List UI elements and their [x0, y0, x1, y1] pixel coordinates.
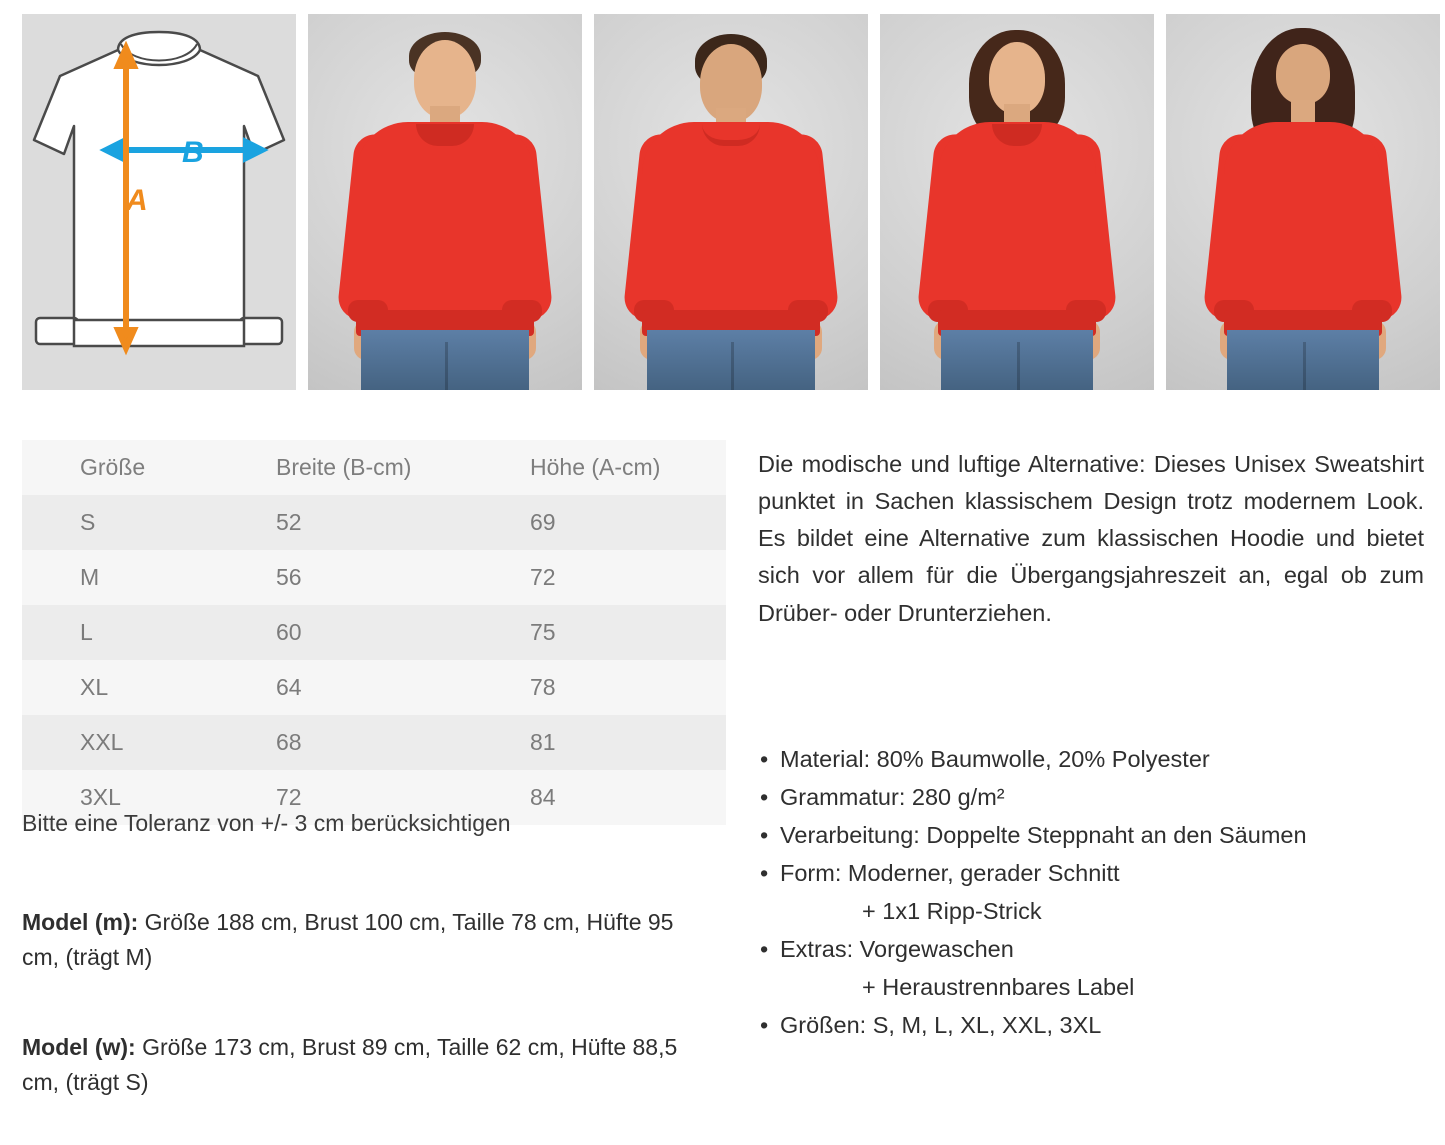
- product-feature-list: [758, 740, 1438, 1045]
- column-header-size: Größe: [80, 454, 146, 480]
- cell-width: 56: [276, 564, 302, 590]
- column-header-width: Breite (B-cm): [276, 454, 412, 480]
- model-male-measurements: [22, 905, 712, 974]
- cell-size: M: [80, 564, 100, 590]
- sweatshirt-diagram: [22, 14, 296, 390]
- model-male-front: [308, 14, 582, 390]
- model-female-values: Größe 173 cm, Brust 89 cm, Taille 62 cm, Hüfte 88,5 cm, (trägt S): [22, 1034, 678, 1095]
- measurement-diagram-icon: [22, 14, 296, 390]
- list-item: • Verarbeitung: Doppelte Steppnaht an den Säumen: [758, 816, 1438, 854]
- list-item: • Größen: S, M, L, XL, XXL, 3XL: [758, 1006, 1438, 1044]
- model-male-back: [594, 14, 868, 390]
- model-female-front: [880, 14, 1154, 390]
- cell-height: 81: [530, 729, 556, 755]
- table-row: [22, 715, 726, 770]
- column-header-height: Höhe (A-cm): [530, 454, 661, 480]
- list-item: • Grammatur: 280 g/m²: [758, 778, 1438, 816]
- list-item: • Extras: Vorgewaschen: [758, 930, 1438, 968]
- cell-size: L: [80, 619, 93, 645]
- diagram-label-b: B: [182, 136, 204, 169]
- model-male-label: Model (m):: [22, 909, 139, 935]
- tolerance-note: Bitte eine Toleranz von +/- 3 cm berücksichtigen: [22, 810, 511, 836]
- diagram-label-a: A: [126, 184, 148, 217]
- jeans: [941, 330, 1093, 390]
- list-item-sub: + Heraustrennbares Label: [862, 974, 1135, 1001]
- product-image-gallery: [22, 14, 1424, 390]
- cell-width: 60: [276, 619, 302, 645]
- table-row: [22, 550, 726, 605]
- jeans: [361, 330, 529, 390]
- cell-width: 68: [276, 729, 302, 755]
- cell-size: S: [80, 509, 96, 535]
- cell-width: 72: [276, 784, 302, 810]
- cell-height: 84: [530, 784, 556, 810]
- table-header-row: [22, 440, 726, 495]
- sweatshirt: [938, 122, 1096, 318]
- cell-width: 64: [276, 674, 302, 700]
- table-row: [22, 660, 726, 715]
- cell-height: 78: [530, 674, 556, 700]
- model-female-back: [1166, 14, 1440, 390]
- model-female-label: Model (w):: [22, 1034, 136, 1060]
- cell-height: 69: [530, 509, 556, 535]
- model-male-values: Größe 188 cm, Brust 100 cm, Taille 78 cm, Hüfte 95 cm, (trägt M): [22, 909, 674, 970]
- cell-width: 52: [276, 509, 302, 535]
- cell-size: 3XL: [80, 784, 121, 810]
- size-table: [22, 440, 726, 825]
- list-item: • Form: Moderner, gerader Schnitt: [758, 854, 1438, 892]
- model-female-measurements: [22, 1030, 712, 1099]
- table-row: [22, 495, 726, 550]
- table-row: [22, 605, 726, 660]
- sweatshirt: [1224, 122, 1382, 318]
- cell-size: XXL: [80, 729, 124, 755]
- cell-size: XL: [80, 674, 109, 700]
- jeans: [1227, 330, 1379, 390]
- list-item-sub: + 1x1 Ripp-Strick: [862, 898, 1042, 925]
- cell-height: 72: [530, 564, 556, 590]
- product-description: Die modische und luftige Alternative: Dieses Unisex Sweatshirt punktet in Sachen klassischem Design trotz modernem Look. Es bildet eine Alternative zum klassischen Hoodie und bietet sich vor allem für die Übergangsjahreszeit an, egal ob zum Drüber- oder Drunterziehen.: [758, 451, 1424, 626]
- jeans: [647, 330, 815, 390]
- cell-height: 75: [530, 619, 556, 645]
- list-item: • Material: 80% Baumwolle, 20% Polyester: [758, 740, 1438, 778]
